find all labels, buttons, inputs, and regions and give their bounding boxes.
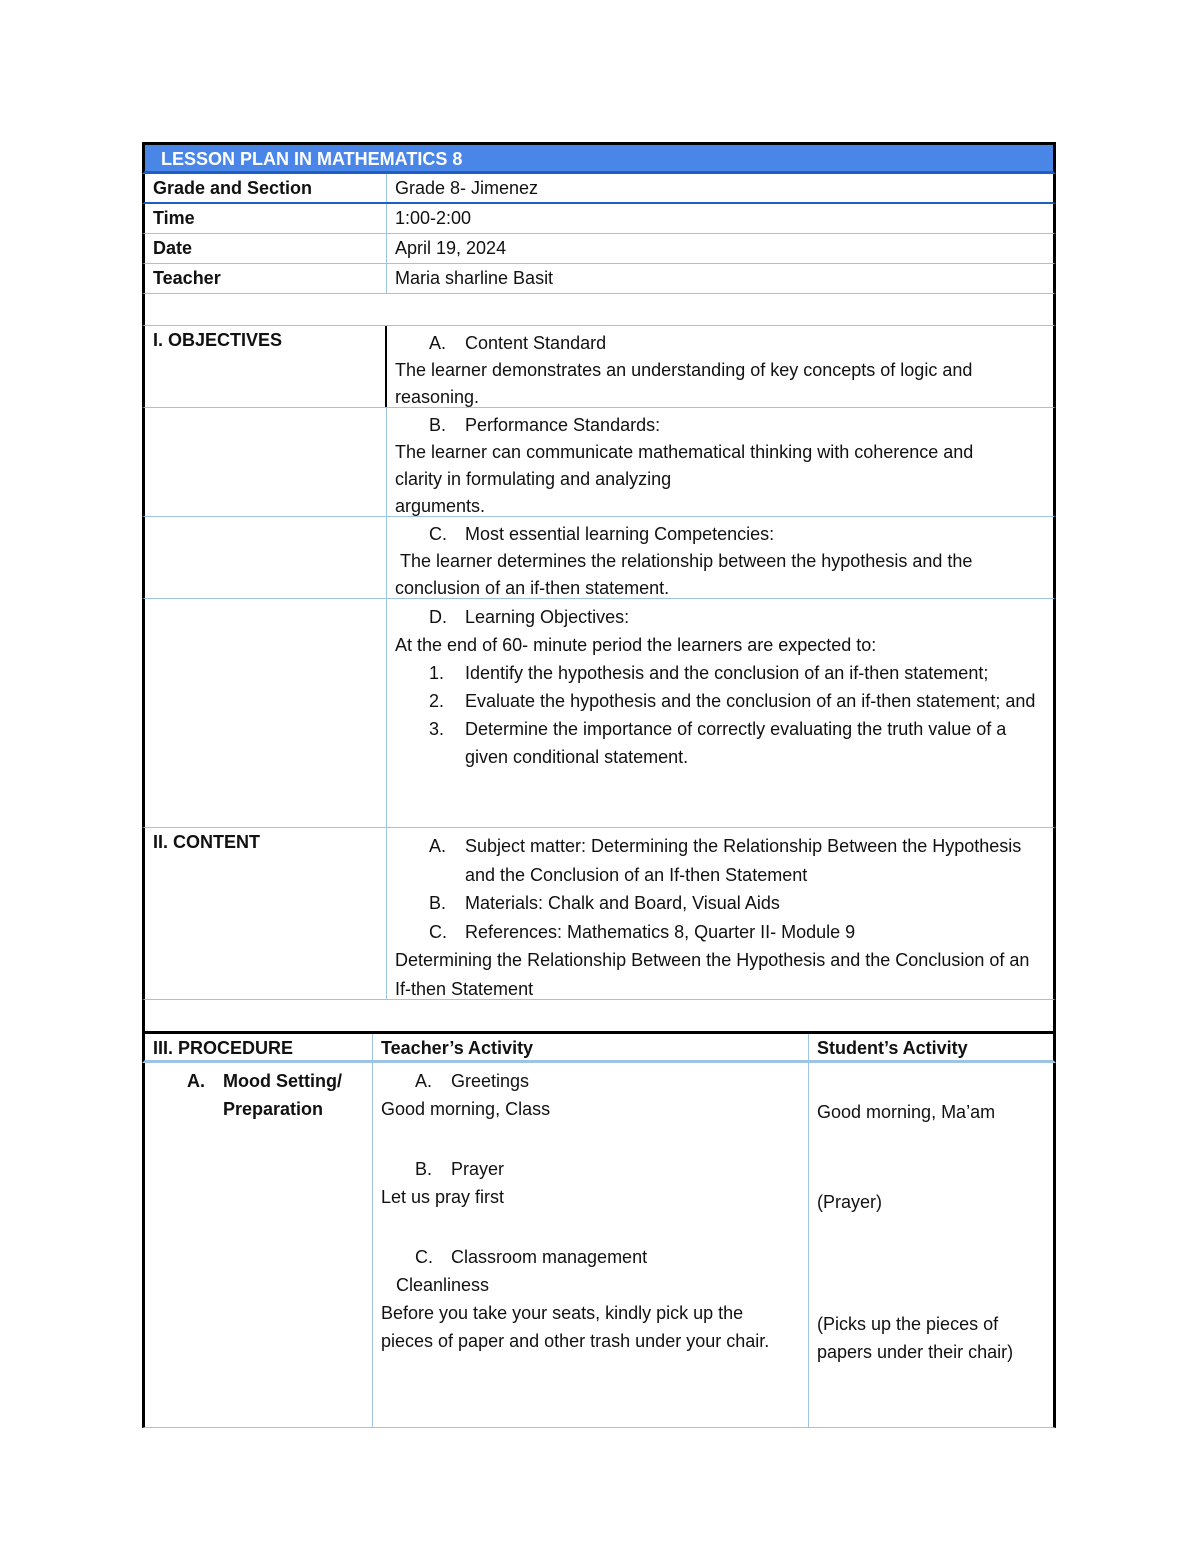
objectives-row-b bbox=[142, 408, 1056, 517]
spacer-row bbox=[142, 1000, 1056, 1031]
info-label: Teacher bbox=[145, 264, 387, 293]
teacher-activity-header: Teacher’s Activity bbox=[373, 1034, 809, 1060]
spacer-row bbox=[142, 294, 1056, 326]
info-value: 1:00-2:00 bbox=[395, 208, 472, 228]
lesson-plan-table bbox=[142, 142, 1056, 1428]
learning-objectives-intro: At the end of 60- minute period the learners are expected to: bbox=[395, 635, 877, 655]
cleanliness-label: Cleanliness bbox=[396, 1275, 490, 1295]
objectives-label: I. OBJECTIVES bbox=[145, 326, 387, 407]
info-label: Time bbox=[145, 204, 387, 233]
greetings-text: Good morning, Class bbox=[381, 1099, 551, 1119]
classroom-management-response: (Picks up the pieces of papers under their chair) bbox=[817, 1314, 1014, 1362]
objectives-row-d bbox=[142, 599, 1056, 828]
list-item: A. Subject matter: Determining the Relationship Between the Hypothesis and the Conclusion of an If-then Statement bbox=[429, 836, 1022, 885]
performance-standards-text-end: arguments. bbox=[395, 496, 486, 516]
content-label: II. CONTENT bbox=[145, 828, 387, 999]
procedure-header-row bbox=[142, 1031, 1056, 1063]
step-letter: A. bbox=[187, 1071, 205, 1091]
student-activity-header: Student’s Activity bbox=[817, 1038, 968, 1058]
info-value: Maria sharline Basit bbox=[395, 268, 554, 288]
list-item: C. References: Mathematics 8, Quarter II- Module 9 bbox=[429, 921, 856, 942]
reference-text: Determining the Relationship Between the Hypothesis and the Conclusion of an If-then Statement bbox=[395, 950, 1030, 999]
info-row-time bbox=[142, 204, 1056, 234]
info-row-teacher bbox=[142, 264, 1056, 294]
procedure-body-row: A. Mood Setting/ Preparation A. Greetings Good morning, Class B. Prayer Let us pray first C. Classroom management Cleanliness Before you take your seats, kindly pick up the pieces of paper and other trash under your chair. Good morning, Ma’am (Prayer) (Picks up the pieces of papers under their chair) bbox=[142, 1063, 1056, 1427]
info-value: Grade 8- Jimenez bbox=[395, 178, 539, 198]
list-letter: D. bbox=[429, 607, 447, 627]
objectives-row-c bbox=[142, 517, 1056, 599]
prayer-heading: Prayer bbox=[451, 1159, 505, 1179]
classroom-management-heading: Classroom management bbox=[451, 1247, 648, 1267]
procedure-label: III. PROCEDURE bbox=[145, 1034, 373, 1060]
lesson-plan-title: LESSON PLAN IN MATHEMATICS 8 bbox=[142, 142, 1056, 174]
info-value: April 19, 2024 bbox=[395, 238, 507, 258]
prayer-text: Let us pray first bbox=[381, 1187, 505, 1207]
competencies-heading: Most essential learning Competencies: bbox=[465, 524, 775, 544]
list-letter: A. bbox=[429, 333, 447, 353]
list-letter: B. bbox=[429, 415, 447, 435]
performance-standards-text: The learner can communicate mathematical thinking with coherence and clarity in formulating and analyzing bbox=[395, 442, 974, 489]
performance-standards-heading: Performance Standards: bbox=[465, 415, 661, 435]
mood-setting-label: Mood Setting/ Preparation bbox=[223, 1071, 342, 1119]
list-item: 2. Evaluate the hypothesis and the conclusion of an if-then statement; and bbox=[429, 691, 1036, 711]
info-row-date bbox=[142, 234, 1056, 264]
learning-objectives-heading: Learning Objectives: bbox=[465, 607, 630, 627]
greetings-response: Good morning, Ma’am bbox=[817, 1102, 996, 1122]
info-row-grade bbox=[142, 174, 1056, 204]
list-item: 3. Determine the importance of correctly evaluating the truth value of a given conditional statement. bbox=[429, 719, 1007, 767]
prayer-response: (Prayer) bbox=[817, 1192, 883, 1212]
content-standard-heading: Content Standard bbox=[465, 333, 607, 353]
content-row bbox=[142, 828, 1056, 1000]
info-label: Grade and Section bbox=[145, 174, 387, 202]
greetings-heading: Greetings bbox=[451, 1071, 530, 1091]
list-item: B. Materials: Chalk and Board, Visual Aids bbox=[429, 893, 780, 913]
content-standard-text: The learner demonstrates an understanding of key concepts of logic and reasoning. bbox=[395, 360, 973, 407]
competencies-text: The learner determines the relationship between the hypothesis and the conclusion of an if-then statement. bbox=[395, 551, 978, 598]
list-item: 1. Identify the hypothesis and the conclusion of an if-then statement; bbox=[429, 663, 989, 683]
info-label: Date bbox=[145, 234, 387, 263]
list-letter: C. bbox=[429, 524, 447, 544]
objectives-row-a bbox=[142, 326, 1056, 408]
classroom-management-text: Before you take your seats, kindly pick up the pieces of paper and other trash under your chair. bbox=[381, 1303, 770, 1351]
